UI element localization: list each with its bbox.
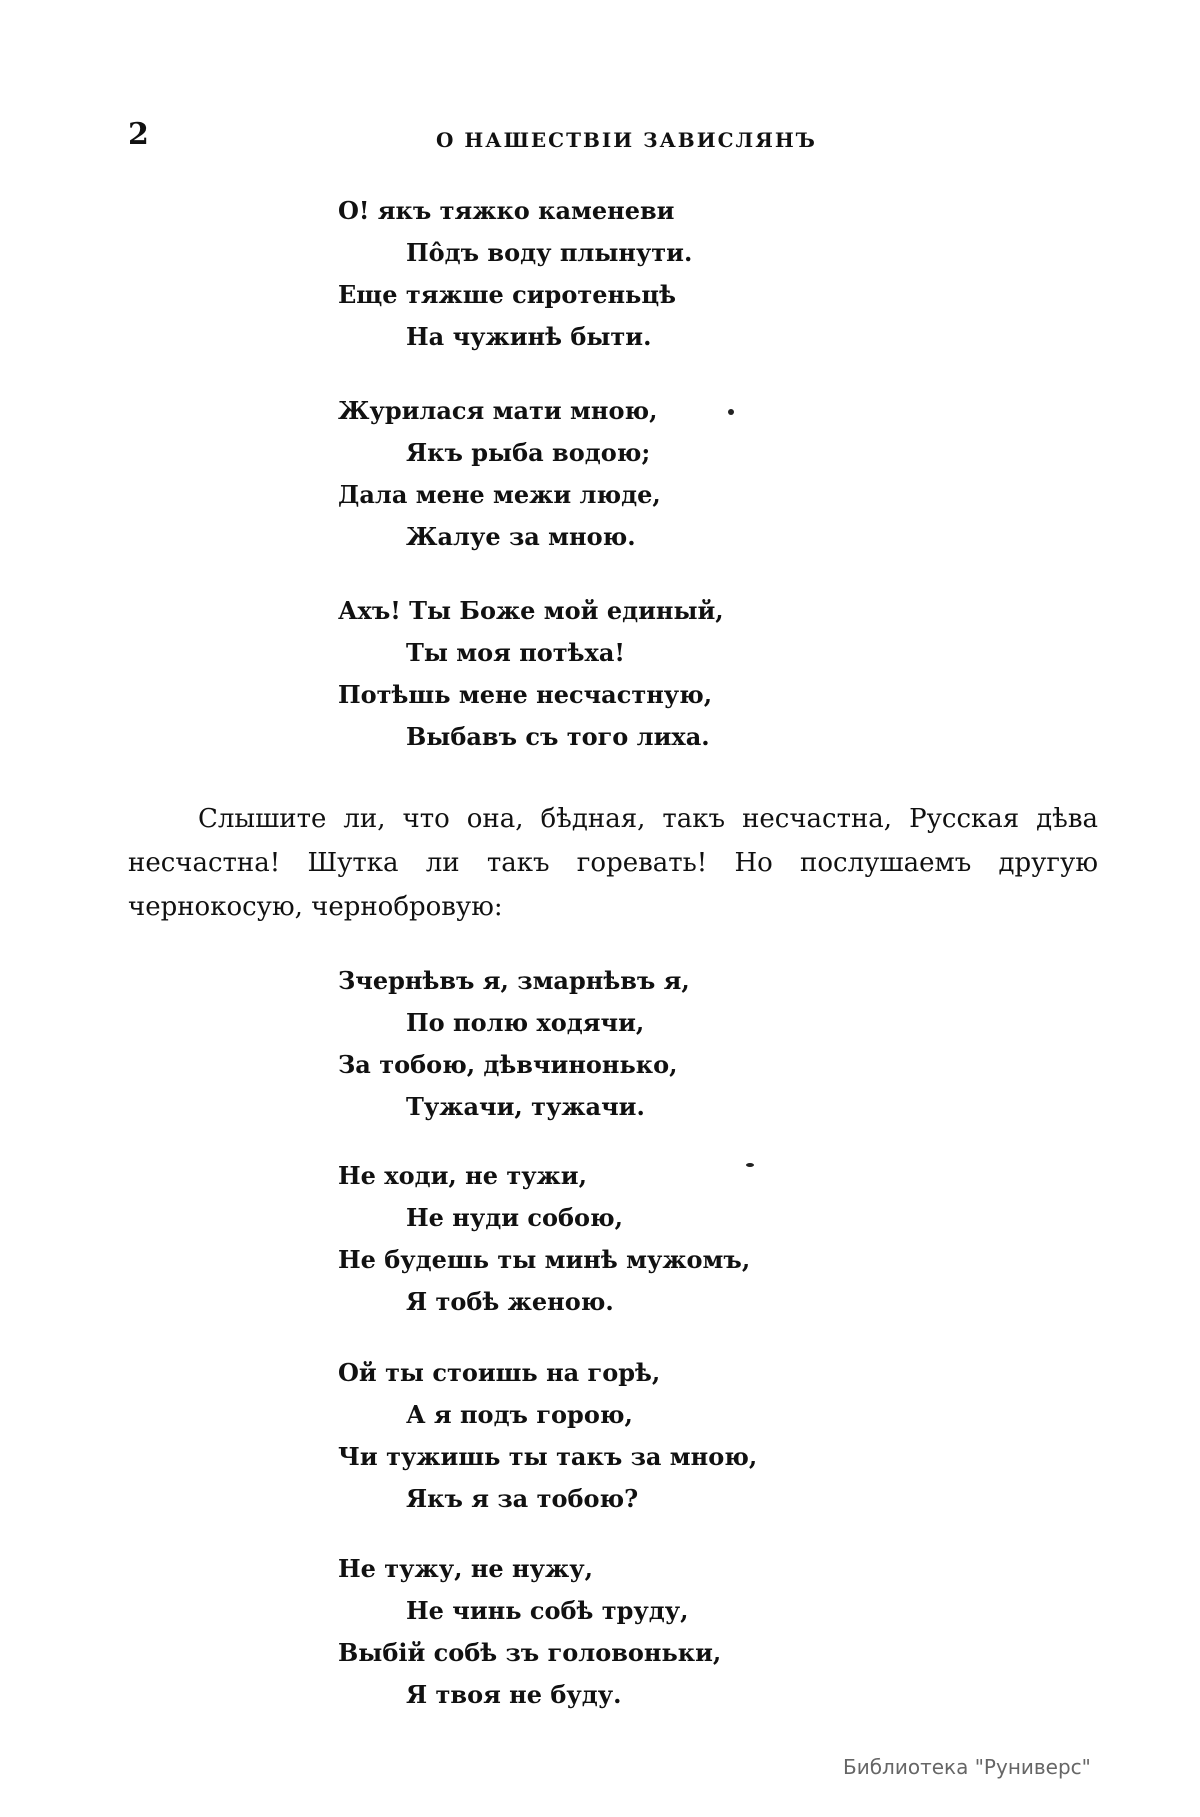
verse-line: Якъ я за тобою?	[406, 1484, 639, 1513]
verse-line: Журилася мати мною,	[338, 396, 658, 425]
poem-two-stanza-4	[338, 1548, 938, 1716]
poem-one-stanza-1	[338, 190, 938, 358]
verse-line: За тобою, дѣвчинонько,	[338, 1050, 678, 1079]
running-title: О НАШЕСТВІИ ЗАВИСЛЯНЪ	[436, 128, 817, 152]
verse-line: Тужачи, тужачи.	[406, 1092, 645, 1121]
verse-line: Не тужу, не нужу,	[338, 1554, 593, 1583]
prose-paragraph	[128, 797, 1098, 929]
prose-line: несчастна! Шутка ли такъ горевать! Но послушаемъ другую	[128, 848, 1098, 878]
verse-line: Я твоя не буду.	[406, 1680, 622, 1709]
prose-line: чернокосую, чернобровую:	[128, 892, 503, 922]
verse-line: Зчернѣвъ я, змарнѣвъ я,	[338, 966, 690, 995]
verse-line: Выбавъ съ того лиха.	[406, 722, 710, 751]
verse-line: Не будешь ты минѣ мужомъ,	[338, 1245, 751, 1274]
poem-two-stanza-3	[338, 1352, 938, 1520]
verse-line: Выбій собѣ зъ головоньки,	[338, 1638, 722, 1667]
verse-line: Ты моя потѣха!	[406, 638, 625, 667]
library-watermark: Библиотека "Руниверс"	[843, 1755, 1091, 1779]
verse-line: Дала мене межи люде,	[338, 480, 661, 509]
verse-line: По полю ходячи,	[406, 1008, 645, 1037]
verse-line: Не ходи, не тужи,	[338, 1161, 587, 1190]
verse-line: Не чинь собѣ труду,	[406, 1596, 689, 1625]
verse-line: На чужинѣ быти.	[406, 322, 652, 351]
verse-line: Чи тужишь ты такъ за мною,	[338, 1442, 758, 1471]
verse-line: Я тобѣ женою.	[406, 1287, 614, 1316]
poem-two-stanza-1	[338, 960, 938, 1128]
scan-speck	[746, 1163, 754, 1167]
poem-one-stanza-3	[338, 590, 938, 758]
scan-speck	[728, 409, 734, 415]
verse-line: А я подъ горою,	[406, 1400, 633, 1429]
verse-line: Потѣшь мене несчастную,	[338, 680, 713, 709]
poem-two-stanza-2	[338, 1155, 938, 1323]
page-number: 2	[128, 117, 149, 152]
verse-line: Еще тяжше сиротеньцѣ	[338, 280, 676, 309]
verse-line: Не нуди собою,	[406, 1203, 623, 1232]
verse-line: Ой ты стоишь на горѣ,	[338, 1358, 661, 1387]
verse-line: Якъ рыба водою;	[406, 438, 651, 467]
poem-one-stanza-2	[338, 390, 938, 558]
verse-line: Ахъ! Ты Боже мой единый,	[338, 596, 724, 625]
prose-line: Слышите ли, что она, бѣдная, такъ несчастна, Русская дѣва	[198, 804, 1098, 834]
verse-line: О! якъ тяжко каменеви	[338, 196, 675, 225]
verse-line: Жалуе за мною.	[406, 522, 636, 551]
verse-line: Пôдъ воду плынути.	[406, 238, 693, 267]
